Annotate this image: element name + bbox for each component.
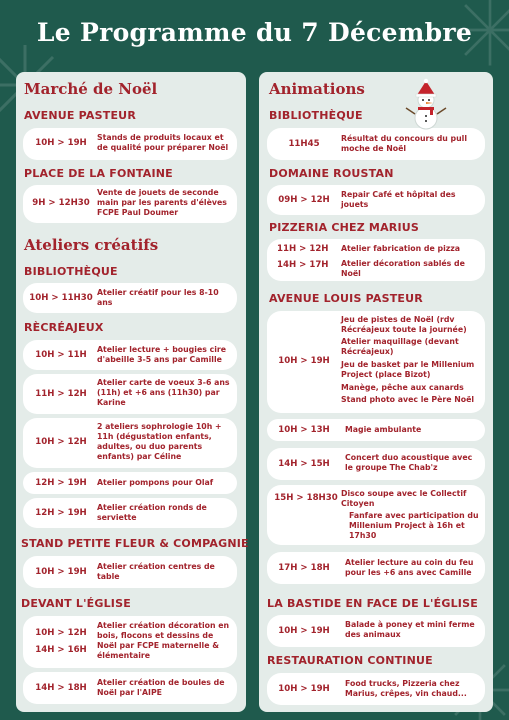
event-desc: Repair Café et hôpital des jouets	[341, 190, 456, 209]
event-time: 9H > 12H30	[32, 198, 90, 208]
event-time: 10H > 19H	[278, 356, 330, 366]
event-time: 10H > 19H	[35, 138, 87, 148]
event-card	[267, 185, 485, 215]
heading-la-bastide: LA BASTIDE EN FACE DE L'ÉGLISE	[267, 597, 478, 610]
event-desc: Fanfare avec participation du Millenium Project à 16h et 17h30	[349, 511, 479, 540]
event-card	[267, 239, 485, 281]
event-time: 11H45	[288, 139, 320, 149]
heading-bibliotheque: BIBLIOTHÈQUE	[24, 265, 118, 278]
event-time: 10H > 12H	[35, 628, 87, 638]
event-time: 10H > 19H	[278, 626, 330, 636]
event-desc: Atelier création de boules de Noël par l'AIPE	[97, 678, 225, 697]
event-desc: Manège, pêche aux canards	[341, 383, 464, 392]
event-time: 15H > 18H30	[274, 493, 338, 503]
event-desc: Atelier maquillage (devant Récréajeux)	[341, 337, 459, 356]
event-desc: Stand photo avec le Père Noël	[341, 395, 475, 404]
event-time: 14H > 15H	[278, 459, 330, 469]
event-desc: Atelier création décoration en bois, flocons et dessins de Noël par FCPE maternelle & élémentaire	[97, 621, 230, 660]
event-time: 11H > 12H	[35, 389, 87, 399]
event-desc: Magie ambulante	[345, 425, 422, 434]
event-card	[267, 128, 485, 160]
event-card	[23, 418, 237, 468]
event-desc: Jeu de pistes de Noël (rdv Récréajeux toute la journée)	[341, 315, 467, 334]
event-card	[23, 128, 237, 160]
event-time: 14H > 16H	[35, 645, 87, 655]
event-time: 17H > 18H	[278, 563, 330, 573]
event-time: 10H > 19H	[35, 567, 87, 577]
event-time: 10H > 13H	[278, 425, 330, 435]
event-desc: Atelier décoration sablés de Noël	[341, 259, 465, 278]
heading-restauration: RESTAURATION CONTINUE	[267, 654, 433, 667]
heading-place-fontaine: PLACE DE LA FONTAINE	[24, 167, 173, 180]
event-card	[23, 616, 237, 668]
event-desc: Atelier carte de voeux 3-6 ans (11h) et +6 ans (11h30) par Karine	[97, 378, 230, 407]
event-card	[23, 283, 237, 313]
event-time: 11H > 12H	[277, 244, 329, 254]
event-card	[267, 673, 485, 705]
event-time: 10H > 11H	[35, 350, 87, 360]
event-card	[23, 498, 237, 528]
event-desc: Balade à poney et mini ferme des animaux	[345, 620, 475, 639]
event-desc: Atelier lecture + bougies cire d'abeille 3-5 ans par Camille	[97, 345, 227, 364]
event-desc: Atelier création centres de table	[97, 562, 215, 581]
event-desc: Atelier pompons pour Olaf	[97, 478, 214, 487]
snowman-icon	[404, 78, 448, 130]
event-time: 14H > 17H	[277, 260, 329, 270]
heading-pizzeria-marius: PIZZERIA CHEZ MARIUS	[269, 221, 420, 234]
event-desc: 2 ateliers sophrologie 10h + 11h (dégustation enfants, adultes, ou duo parents enfants) par Céline	[97, 422, 222, 461]
event-desc: Stands de produits locaux et de qualité pour préparer Noël	[97, 133, 229, 152]
event-desc: Concert duo acoustique avec le groupe The Chab'z	[345, 453, 473, 472]
event-time: 12H > 19H	[35, 508, 87, 518]
event-desc: Food trucks, Pizzeria chez Marius, crêpes, vin chaud...	[345, 679, 467, 698]
event-desc: Disco soupe avec le Collectif Citoyen	[341, 489, 467, 508]
event-desc: Atelier fabrication de pizza	[341, 244, 461, 253]
event-card	[23, 472, 237, 494]
heading-petite-fleur: STAND PETITE FLEUR & COMPAGNIE	[21, 537, 249, 550]
event-card	[267, 485, 485, 545]
event-time: 10H > 12H	[35, 437, 87, 447]
event-card	[23, 185, 237, 223]
event-card	[267, 448, 485, 480]
event-desc: Résultat du concours du pull moche de Noël	[341, 134, 468, 153]
heading-avenue-louis-pasteur: AVENUE LOUIS PASTEUR	[269, 292, 423, 305]
heading-devant-eglise: DEVANT L'ÉGLISE	[21, 597, 131, 610]
event-card	[23, 340, 237, 370]
ateliers-title: Ateliers créatifs	[24, 236, 159, 254]
heading-domaine-roustan: DOMAINE ROUSTAN	[269, 167, 394, 180]
event-desc: Vente de jouets de seconde main par les parents d'élèves FCPE Paul Doumer	[97, 188, 227, 217]
event-desc: Atelier création ronds de serviette	[97, 503, 207, 522]
left-panel	[16, 72, 249, 712]
page-title: Le Programme du 7 Décembre	[36, 18, 473, 47]
event-card	[267, 419, 485, 441]
event-desc: Atelier créatif pour les 8-10 ans	[97, 288, 219, 307]
event-desc: Jeu de basket par le Millenium Project (place Bizot)	[341, 360, 475, 379]
animations-title: Animations	[269, 80, 365, 98]
heading-avenue-pasteur: AVENUE PASTEUR	[24, 109, 136, 122]
event-card	[267, 615, 485, 647]
event-time: 10H > 11H30	[29, 293, 93, 303]
heading-recreajeux: RÈCRÉAJEUX	[24, 321, 104, 334]
event-time: 14H > 18H	[35, 683, 87, 693]
heading-bibliotheque: BIBLIOTHÈQUE	[269, 109, 363, 122]
marche-title: Marché de Noël	[24, 80, 158, 98]
event-card	[23, 556, 237, 588]
event-card	[267, 311, 485, 413]
event-time: 10H > 19H	[278, 684, 330, 694]
right-panel	[259, 72, 493, 712]
event-card	[23, 374, 237, 414]
event-time: 09H > 12H	[278, 195, 330, 205]
event-time: 12H > 19H	[35, 478, 87, 488]
event-card	[267, 552, 485, 584]
event-desc: Atelier lecture au coin du feu pour les +6 ans avec Camille	[345, 558, 474, 577]
event-card	[23, 672, 237, 704]
